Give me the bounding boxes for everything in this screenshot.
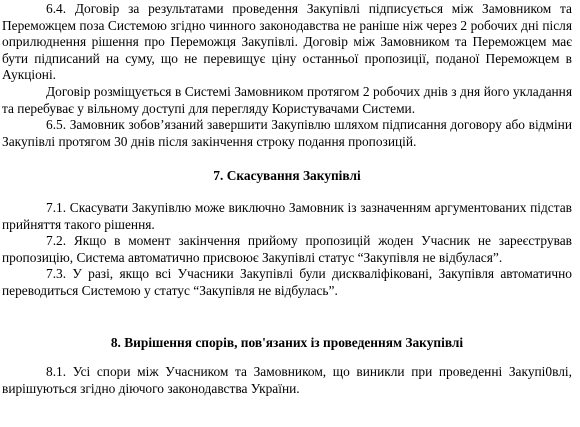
section7-body [2,200,572,300]
paragraph-6-4: 6.4. Договір за результатами проведення Закупівлі підписується між Замовником та Переможцем поза Системою згідно чинного законодавства не раніше ніж через 2 робочих дні після оприлюднення рішення про Переможця Закупівлі. Договір між Замовником та Переможцем має бути підписаний на суму, що не перевищує ціну останньої пропозиції, поданої Переможцем в Аукціоні. [2,1,572,83]
paragraph-7-2: 7.2. Якщо в момент закінчення прийому пропозицій жоден Учасник не зареєстрував пропозицію, Система автоматично присвоює Закупівлі статус “Закупівля не відбулася”. [2,233,572,265]
paragraph-8-1: 8.1. Усі спори між Учасником та Замовником, що виникли при проведенні Закупі0влі, вирішуються згідно діючого законодавства України. [2,364,572,396]
section7-heading: 7. Скасування Закупівлі [213,168,361,183]
section8-heading: 8. Вирішення спорів, пов'язаних із проведенням Закупівлі [110,335,464,350]
paragraph-6-5: 6.5. Замовник зобов’язаний завершити Закупівлю шляхом підписання договору або відміни Закупівлі протягом 30 днів після закінчення строку подання пропозицій. [2,117,572,149]
section8-body [2,364,572,397]
section6-continuation [2,1,572,150]
paragraph-6-4-continued: Договір розміщується в Системі Замовником протягом 2 робочих днів з дня його укладання та перебуває у вільному доступі для перегляду Користувачами Системи. [2,83,572,116]
paragraph-7-1: 7.1. Скасувати Закупівлю може виключно Замовник із зазначенням аргументованих підстав прийняття такого рішення. [2,200,572,232]
paragraph-7-3: 7.3. У разі, якщо всі Учасники Закупівлі були дискваліфіковані, Закупівля автоматично переводиться Системою у статус “Закупівля не відбулась”. [2,266,572,298]
